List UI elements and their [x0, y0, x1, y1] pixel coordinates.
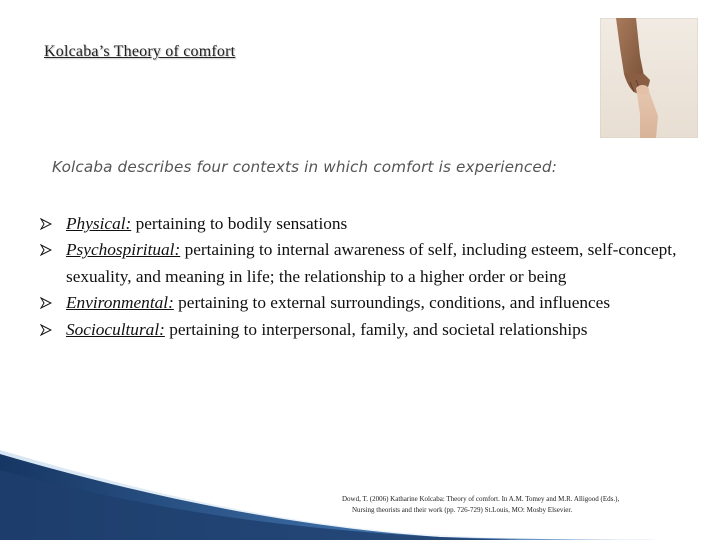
list-item [40, 211, 710, 237]
list-item [40, 237, 710, 290]
context-term: Sociocultural: [66, 319, 165, 339]
intro-text: Kolcaba describes four contexts in which comfort is experienced: [52, 158, 557, 176]
list-item [40, 290, 710, 316]
context-term: Environmental: [66, 293, 174, 313]
hands-photo [600, 18, 698, 138]
context-term: Psychospiritual: [66, 240, 181, 260]
contexts-list [40, 211, 710, 343]
arrow-bullet-icon [40, 218, 52, 230]
citation-line: Nursing theorists and their work (pp. 726-729) St.Louis, MO: Mosby Elsevier. [352, 506, 573, 514]
list-item [40, 317, 710, 343]
arrow-bullet-icon [40, 244, 52, 256]
context-description: pertaining to external surroundings, conditions, and influences [173, 293, 611, 313]
slide-title: Kolcaba’s Theory of comfort [44, 43, 236, 60]
arrow-bullet-icon [40, 324, 52, 336]
arrow-bullet-icon [40, 297, 52, 309]
context-description: pertaining to internal awareness of self, including esteem, self-concept, sexuality, and meaning in life; the relationship to a higher order or being [66, 240, 677, 286]
context-description: pertaining to interpersonal, family, and societal relationships [164, 319, 588, 339]
context-term: Physical: [66, 214, 132, 233]
citation-line: Dowd, T. (2006) Katharine Kolcaba: Theory of comfort. In A.M. Tomey and M.R. Alligood (Eds.), [342, 495, 620, 503]
context-description: pertaining to bodily sensations [131, 214, 348, 233]
decorative-swoosh [0, 440, 720, 540]
